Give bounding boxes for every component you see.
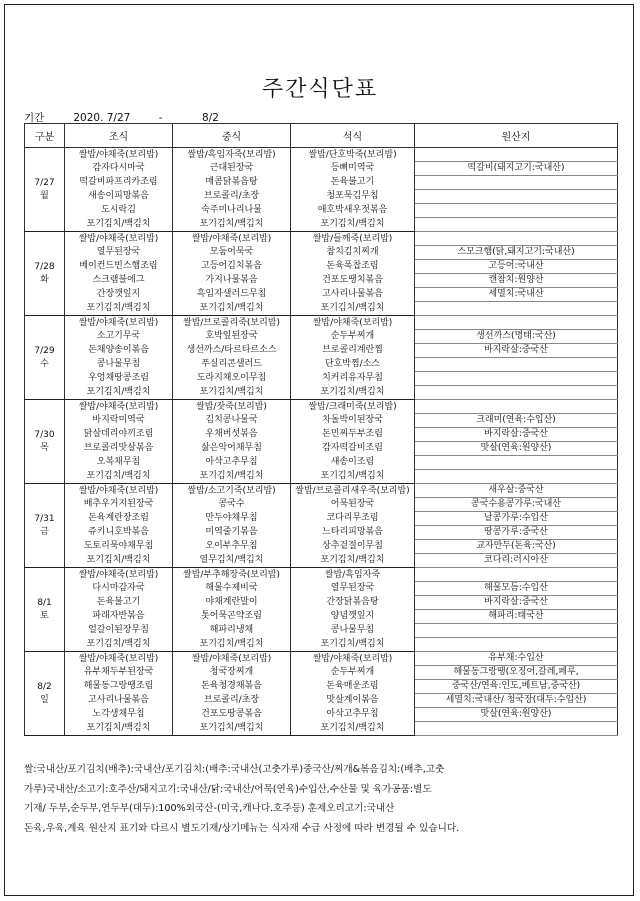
menu-row — [25, 498, 618, 512]
dinner-item: 상추겉절이무침 — [291, 540, 415, 554]
origin-item — [415, 638, 618, 652]
menu-row — [25, 246, 618, 260]
footer-line: 기재/ 두부,순두부,연두부(대두):100%외국산-(미국,캐나다.호주등) 훈제오리고기:국내산 — [24, 803, 395, 814]
dinner-item: 애호박새우젓볶음 — [291, 204, 415, 218]
dinner-item: 어묵된장국 — [291, 498, 415, 512]
breakfast-item: 쌀밥/야채죽(보리밥) — [65, 316, 173, 330]
origin-notes — [24, 760, 624, 838]
lunch-item: 돈육청경채볶음 — [173, 680, 291, 694]
dinner-item: 느타리피망볶음 — [291, 526, 415, 540]
lunch-item: 해물수제비국 — [173, 582, 291, 596]
menu-row — [25, 526, 618, 540]
day-weekday: 일 — [40, 694, 49, 705]
menu-row — [25, 316, 618, 330]
origin-item — [415, 302, 618, 316]
dinner-item: 쌀밥/단호박죽(보리밥) — [291, 148, 415, 162]
dinner-item: 쌀밥/들깨죽(보리밥) — [291, 232, 415, 246]
dinner-item: 차돌박이된장국 — [291, 414, 415, 428]
breakfast-item: 포기김치/백김치 — [65, 554, 173, 568]
origin-item: 생선까스(명태:국산) — [415, 330, 618, 344]
menu-row — [25, 596, 618, 610]
page-title: 주간식단표 — [261, 77, 379, 102]
breakfast-item: 해물동그랑땡조림 — [65, 680, 173, 694]
breakfast-item: 돈채양송이볶음 — [65, 344, 173, 358]
dinner-item: 등뼈미역국 — [291, 162, 415, 176]
dinner-item: 새송이조림 — [291, 456, 415, 470]
header-category: 구분 — [25, 124, 65, 148]
origin-item: 중국산/연육:인도,베트남,중국산) — [415, 680, 618, 694]
lunch-item: 우채버섯볶음 — [173, 428, 291, 442]
day-weekday: 수 — [40, 358, 49, 369]
day-cell — [25, 400, 65, 484]
origin-item: 바지락살:중국산 — [415, 344, 618, 358]
dinner-item: 포기김치/백김치 — [291, 470, 415, 484]
menu-row — [25, 540, 618, 554]
origin-item: 떡갈비(돼지고기:국내산) — [415, 162, 618, 176]
lunch-item: 포기김치/백김치 — [173, 470, 291, 484]
dinner-item: 단호박찜/소스 — [291, 358, 415, 372]
lunch-item: 삶은악어채무침 — [173, 442, 291, 456]
lunch-item: 김치콩나물국 — [173, 414, 291, 428]
origin-item — [415, 386, 618, 400]
menu-row — [25, 652, 618, 666]
origin-item: 날콩가루:수입산 — [415, 512, 618, 526]
dinner-item: 쌀밥/브로콜리새우죽(보리밥) — [291, 484, 415, 498]
lunch-item: 브로콜리/초장 — [173, 694, 291, 708]
breakfast-item: 쌀밥/야채죽(보리밥) — [65, 232, 173, 246]
day-date: 7/27 — [34, 178, 55, 188]
origin-item: 맛살(연육:원양산) — [415, 708, 618, 722]
dinner-item: 쌀밥/크래미죽(보리밥) — [291, 400, 415, 414]
dinner-item: 돈민찌두부조림 — [291, 428, 415, 442]
breakfast-item: 배추우거지된장국 — [65, 498, 173, 512]
breakfast-item: 쌀밥/야채죽(보리밥) — [65, 400, 173, 414]
footer-line: 가루)국내산/소고기:호주산/돼지고기:국내산/닭:국내산/어묵(연육)수입산,수산물 및 육가공품:별도 — [24, 783, 432, 795]
dinner-item: 쌀밥/야채죽(보리밥) — [291, 652, 415, 666]
origin-item: 교자만두(돈육:국산) — [415, 540, 618, 554]
menu-row — [25, 386, 618, 400]
menu-row — [25, 372, 618, 386]
lunch-item: 만두야채무침 — [173, 512, 291, 526]
day-date: 8/2 — [37, 682, 52, 692]
dinner-item: 맛살계이볶음 — [291, 694, 415, 708]
dinner-item: 돈육매운조림 — [291, 680, 415, 694]
day-date: 8/1 — [37, 598, 52, 608]
menu-row — [25, 274, 618, 288]
header-lunch: 중식 — [173, 124, 291, 148]
lunch-item: 가지나물볶음 — [173, 274, 291, 288]
menu-row — [25, 148, 618, 162]
origin-item: 코다리:러시아산 — [415, 554, 618, 568]
origin-item — [415, 190, 618, 204]
lunch-item: 생선까스/타르타르소스 — [173, 344, 291, 358]
breakfast-item: 콩나물무침 — [65, 358, 173, 372]
breakfast-item: 우엉채땅콩조림 — [65, 372, 173, 386]
menu-row — [25, 568, 618, 582]
lunch-item: 건포도땅콩볶음 — [173, 708, 291, 722]
breakfast-item: 포기김치/백김치 — [65, 638, 173, 652]
menu-row — [25, 428, 618, 442]
lunch-item: 열무김치/백김치 — [173, 554, 291, 568]
lunch-item: 미역줄기볶음 — [173, 526, 291, 540]
breakfast-item: 베이컨드빈스햄조림 — [65, 260, 173, 274]
breakfast-item: 바지락미역국 — [65, 414, 173, 428]
lunch-item: 근대된장국 — [173, 162, 291, 176]
menu-row — [25, 176, 618, 190]
origin-item — [415, 470, 618, 484]
menu-row — [25, 610, 618, 624]
dinner-item: 열무된장국 — [291, 582, 415, 596]
menu-row — [25, 260, 618, 274]
day-cell — [25, 568, 65, 652]
menu-row — [25, 708, 618, 722]
day-date: 7/31 — [34, 514, 55, 524]
weekly-menu-table — [24, 123, 618, 736]
day-cell — [25, 232, 65, 316]
footer-line: 돈육,우육,계육 원산지 표기와 다르시 별도기재/상기메뉴는 식자재 수급 사정에 따라 변경될 수 있습니다. — [24, 822, 460, 834]
menu-row — [25, 330, 618, 344]
origin-item: 바지락살:중국산 — [415, 428, 618, 442]
lunch-item: 포기김치/백김치 — [173, 386, 291, 400]
lunch-item: 톳어묵곤약조림 — [173, 610, 291, 624]
header-breakfast: 조식 — [65, 124, 173, 148]
lunch-item: 포기김치/백김치 — [173, 302, 291, 316]
origin-item: 캔참치:원양산 — [415, 274, 618, 288]
origin-item — [415, 372, 618, 386]
lunch-item: 브로콜리/초장 — [173, 190, 291, 204]
breakfast-item: 소고기무국 — [65, 330, 173, 344]
origin-item: 세멸치:국내산 — [415, 288, 618, 302]
lunch-item: 포기김치/백김치 — [173, 218, 291, 232]
lunch-item: 쌀밥/야채죽(보리밥) — [173, 652, 291, 666]
origin-item — [415, 176, 618, 190]
day-date: 7/28 — [34, 262, 55, 272]
menu-row — [25, 414, 618, 428]
menu-row — [25, 232, 618, 246]
menu-row — [25, 484, 618, 498]
lunch-item: 아삭고추무침 — [173, 456, 291, 470]
breakfast-item: 쥬키니호박볶음 — [65, 526, 173, 540]
period-label: 기간 — [24, 112, 45, 124]
lunch-item: 숙주미나리나물 — [173, 204, 291, 218]
menu-row — [25, 680, 618, 694]
lunch-item: 쌀밥/야채죽(보리밥) — [173, 232, 291, 246]
period-start: 2020. 7/27 — [73, 112, 131, 124]
day-weekday: 토 — [40, 610, 49, 621]
lunch-item: 흑임자샐러드무침 — [173, 288, 291, 302]
breakfast-item: 유부채두부된장국 — [65, 666, 173, 680]
origin-item: 유부채:수입산 — [415, 652, 618, 666]
origin-item: 콩국수용콩가루:국내산 — [415, 498, 618, 512]
dinner-item: 포기김치/백김치 — [291, 554, 415, 568]
lunch-item: 야채계란말이 — [173, 596, 291, 610]
origin-item: 맛살(연육:원양산) — [415, 442, 618, 456]
breakfast-item: 노각생채무침 — [65, 708, 173, 722]
menu-row — [25, 344, 618, 358]
breakfast-item: 스크램블에그 — [65, 274, 173, 288]
lunch-item: 매콤닭볶음탕 — [173, 176, 291, 190]
breakfast-item: 간장깻잎지 — [65, 288, 173, 302]
lunch-item: 쌀밥/소고기죽(보리밥) — [173, 484, 291, 498]
breakfast-item: 포기김치/백김치 — [65, 386, 173, 400]
dinner-item: 콩나물무침 — [291, 624, 415, 638]
breakfast-item: 닭살데리야끼조림 — [65, 428, 173, 442]
dinner-item: 아삭고추무침 — [291, 708, 415, 722]
footer-line: 쌀:국내산/포기김치(배추):국내산/포기김치:(배추:국내산(고춧가루)중국산/찌개&볶음김치:(배추,고춧 — [24, 764, 445, 775]
dinner-item: 돈육폭찹조림 — [291, 260, 415, 274]
header-dinner: 석식 — [291, 124, 415, 148]
breakfast-item: 다시마감자국 — [65, 582, 173, 596]
origin-item: 해물모듬:수입산 — [415, 582, 618, 596]
origin-item — [415, 400, 618, 414]
lunch-item: 쌀밥/잣죽(보리밥) — [173, 400, 291, 414]
origin-item: 크래미(연육:수입산) — [415, 414, 618, 428]
menu-row — [25, 582, 618, 596]
menu-row — [25, 162, 618, 176]
breakfast-item: 도토리묵야채무침 — [65, 540, 173, 554]
dinner-item: 양념깻잎지 — [291, 610, 415, 624]
dinner-item: 순두부찌개 — [291, 330, 415, 344]
dinner-item: 포기김치/백김치 — [291, 218, 415, 232]
header-row — [25, 124, 618, 148]
dinner-item: 순두부찌개 — [291, 666, 415, 680]
breakfast-item: 돈육계란장조림 — [65, 512, 173, 526]
breakfast-item: 감자다시마국 — [65, 162, 173, 176]
origin-item: 바지락살:중국산 — [415, 596, 618, 610]
menu-row — [25, 400, 618, 414]
menu-row — [25, 358, 618, 372]
menu-row — [25, 218, 618, 232]
menu-row — [25, 722, 618, 736]
origin-item: 고등어:국내산 — [415, 260, 618, 274]
lunch-item: 콩국수 — [173, 498, 291, 512]
breakfast-item: 포기김치/백김치 — [65, 722, 173, 736]
lunch-item: 쌀밥/브로콜리죽(보리밥) — [173, 316, 291, 330]
day-cell — [25, 484, 65, 568]
origin-item: 새우살:중국산 — [415, 484, 618, 498]
day-weekday: 월 — [40, 190, 49, 201]
day-cell — [25, 316, 65, 400]
breakfast-item: 새송이피망볶음 — [65, 190, 173, 204]
day-cell — [25, 148, 65, 232]
origin-item — [415, 568, 618, 582]
origin-item: 해물동그랑땡(오징어,갈레,페루, — [415, 666, 618, 680]
breakfast-item: 오복채무침 — [65, 456, 173, 470]
menu-row — [25, 288, 618, 302]
breakfast-item: 쌀밥/야채죽(보리밥) — [65, 568, 173, 582]
header-origin: 원산지 — [415, 124, 618, 148]
dinner-item: 참치김치찌개 — [291, 246, 415, 260]
breakfast-item: 포기김치/백김치 — [65, 218, 173, 232]
breakfast-item: 얼갈이된장무침 — [65, 624, 173, 638]
breakfast-item: 고사리나물볶음 — [65, 694, 173, 708]
breakfast-item: 쌀밥/야채죽(보리밥) — [65, 148, 173, 162]
lunch-item: 호박잎된장국 — [173, 330, 291, 344]
day-cell — [25, 652, 65, 736]
menu-row — [25, 554, 618, 568]
breakfast-item: 돈육불고기 — [65, 596, 173, 610]
origin-item: 땅콩가루:중국산 — [415, 526, 618, 540]
dinner-item: 브로콜리계란찜 — [291, 344, 415, 358]
origin-item: 스모크햄(닭,돼지고기:국내산) — [415, 246, 618, 260]
breakfast-item: 포기김치/백김치 — [65, 470, 173, 484]
dinner-item: 쌀밥/야채죽(보리밥) — [291, 316, 415, 330]
breakfast-item: 쌀밥/야채죽(보리밥) — [65, 484, 173, 498]
origin-item — [415, 358, 618, 372]
day-date: 7/30 — [34, 430, 55, 440]
menu-row — [25, 442, 618, 456]
menu-row — [25, 666, 618, 680]
lunch-item: 쌀밥/부추해장죽(보리밥) — [173, 568, 291, 582]
dinner-item: 포기김치/백김치 — [291, 386, 415, 400]
menu-row — [25, 694, 618, 708]
origin-item — [415, 456, 618, 470]
menu-body — [25, 148, 618, 736]
dinner-item: 청포묵김무침 — [291, 190, 415, 204]
menu-row — [25, 204, 618, 218]
breakfast-item: 브로콜리맛살볶음 — [65, 442, 173, 456]
day-date: 7/29 — [34, 346, 55, 356]
lunch-item: 모둠어묵국 — [173, 246, 291, 260]
menu-row — [25, 470, 618, 484]
lunch-item: 해파리냉채 — [173, 624, 291, 638]
lunch-item: 오이부추무침 — [173, 540, 291, 554]
breakfast-item: 열무된장국 — [65, 246, 173, 260]
breakfast-item: 도시락김 — [65, 204, 173, 218]
dinner-item: 포기김치/백김치 — [291, 722, 415, 736]
dinner-item: 치커리유자무침 — [291, 372, 415, 386]
period-end: 8/2 — [202, 112, 219, 124]
menu-row — [25, 190, 618, 204]
origin-item — [415, 316, 618, 330]
origin-item — [415, 722, 618, 736]
lunch-item: 고등어김치볶음 — [173, 260, 291, 274]
lunch-item: 포기김치/백김치 — [173, 722, 291, 736]
period-dash: - — [158, 112, 163, 124]
lunch-item: 도라지채오이무침 — [173, 372, 291, 386]
lunch-item: 청국장찌개 — [173, 666, 291, 680]
dinner-item: 간장닭볶음탕 — [291, 596, 415, 610]
breakfast-item: 떡갈비파프리카조림 — [65, 176, 173, 190]
dinner-item: 쌀밥/흑임자죽 — [291, 568, 415, 582]
origin-item: 세멸치:국내산/ 청국장(대두:수입산) — [415, 694, 618, 708]
lunch-item: 쌀밥/흑임자죽(보리밥) — [173, 148, 291, 162]
dinner-item: 돈육불고기 — [291, 176, 415, 190]
dinner-item: 고사리나물볶음 — [291, 288, 415, 302]
lunch-item: 포기김치/백김치 — [173, 638, 291, 652]
day-weekday: 금 — [40, 526, 49, 537]
menu-row — [25, 456, 618, 470]
origin-item — [415, 148, 618, 162]
menu-row — [25, 512, 618, 526]
origin-item — [415, 624, 618, 638]
origin-item — [415, 232, 618, 246]
breakfast-item: 포기김치/백김치 — [65, 302, 173, 316]
origin-item — [415, 218, 618, 232]
day-weekday: 목 — [40, 442, 49, 453]
menu-row — [25, 302, 618, 316]
origin-item — [415, 204, 618, 218]
dinner-item: 포기김치/백김치 — [291, 638, 415, 652]
breakfast-item: 파래자반볶음 — [65, 610, 173, 624]
menu-row — [25, 624, 618, 638]
dinner-item: 건포도땡치볶음 — [291, 274, 415, 288]
menu-row — [25, 638, 618, 652]
breakfast-item: 쌀밥/야채죽(보리밥) — [65, 652, 173, 666]
dinner-item: 코다리무조림 — [291, 512, 415, 526]
lunch-item: 푸실리콘샐러드 — [173, 358, 291, 372]
dinner-item: 포기김치/백김치 — [291, 302, 415, 316]
origin-item: 해파리:태국산 — [415, 610, 618, 624]
dinner-item: 감자떡갈비조림 — [291, 442, 415, 456]
day-weekday: 화 — [40, 274, 49, 285]
